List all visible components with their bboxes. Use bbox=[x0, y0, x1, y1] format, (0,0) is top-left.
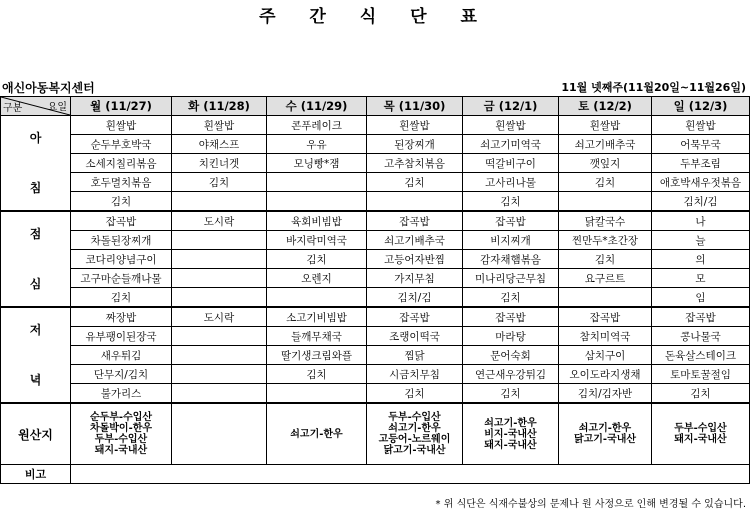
day-header: 일 (12/3) bbox=[652, 97, 750, 116]
menu-item: 깻잎지 bbox=[559, 154, 652, 173]
origin-cell bbox=[172, 403, 267, 465]
menu-item bbox=[172, 346, 267, 365]
menu-item: 가지무침 bbox=[367, 269, 463, 288]
menu-item: 돈육살스테이크 bbox=[652, 346, 750, 365]
menu-item: 잡곡밥 bbox=[367, 307, 463, 327]
menu-item: 두부조림 bbox=[652, 154, 750, 173]
menu-item: 떡갈비구이 bbox=[463, 154, 559, 173]
menu-item: 유부팽이된장국 bbox=[71, 327, 172, 346]
menu-item: 잡곡밥 bbox=[367, 211, 463, 231]
notice-text: * 위 식단은 식재수불상의 문제나 원 사정으로 인해 변경될 수 있습니다. bbox=[435, 499, 746, 510]
origin-line: 돼지-국내산 bbox=[674, 434, 727, 445]
meal-label bbox=[1, 116, 71, 212]
menu-item: 김치 bbox=[71, 288, 172, 308]
day-header: 수 (11/29) bbox=[267, 97, 367, 116]
menu-item: 흰쌀밥 bbox=[463, 116, 559, 135]
origin-line: 비지-국내산 bbox=[484, 428, 537, 440]
menu-item: 고등어자반찜 bbox=[367, 250, 463, 269]
menu-item: 쇠고기미역국 bbox=[463, 135, 559, 154]
page-title: 주 간 식 단 표 bbox=[259, 7, 491, 27]
menu-item: 잡곡밥 bbox=[652, 307, 750, 327]
origin-row bbox=[1, 403, 750, 465]
origin-cell bbox=[652, 403, 750, 465]
menu-item bbox=[172, 384, 267, 404]
menu-item: 늘 bbox=[652, 231, 750, 250]
menu-item: 시금치무침 bbox=[367, 365, 463, 384]
menu-item: 잡곡밥 bbox=[463, 211, 559, 231]
menu-item: 닭칼국수 bbox=[559, 211, 652, 231]
menu-item: 바지락미역국 bbox=[267, 231, 367, 250]
origin-line: 차돌박이-한우 bbox=[89, 423, 153, 434]
meal-row bbox=[1, 116, 750, 135]
origin-line: 닭고기-국내산 bbox=[383, 445, 446, 456]
origin-label: 원산지 bbox=[1, 403, 71, 465]
menu-item: 김치 bbox=[172, 173, 267, 192]
menu-item: 모닝빵*잼 bbox=[267, 154, 367, 173]
menu-item: 불가리스 bbox=[71, 384, 172, 404]
day-header: 목 (11/30) bbox=[367, 97, 463, 116]
menu-item: 콩나물국 bbox=[652, 327, 750, 346]
menu-item: 고추참치볶음 bbox=[367, 154, 463, 173]
menu-item: 흰쌀밥 bbox=[367, 116, 463, 135]
menu-item: 마라탕 bbox=[463, 327, 559, 346]
meal-label bbox=[1, 211, 71, 307]
menu-item: 김치 bbox=[367, 384, 463, 404]
menu-item: 쇠고기배추국 bbox=[559, 135, 652, 154]
meal-label-bottom: 침 bbox=[29, 181, 42, 195]
menu-item: 김치/김 bbox=[367, 288, 463, 308]
menu-item: 치킨너겟 bbox=[172, 154, 267, 173]
meal-row bbox=[1, 327, 750, 346]
origin-cell bbox=[559, 403, 652, 465]
menu-item: 애호박새우젓볶음 bbox=[652, 173, 750, 192]
menu-item bbox=[267, 173, 367, 192]
meal-row bbox=[1, 192, 750, 212]
menu-item bbox=[267, 288, 367, 308]
menu-item: 딸기생크림와플 bbox=[267, 346, 367, 365]
menu-item: 소세지칠리볶음 bbox=[71, 154, 172, 173]
origin-line: 순두부-수입산 bbox=[89, 412, 153, 423]
meal-row bbox=[1, 346, 750, 365]
menu-item: 쇠고기배추국 bbox=[367, 231, 463, 250]
meal-row bbox=[1, 135, 750, 154]
origin-cell bbox=[71, 403, 172, 465]
menu-item: 비지찌개 bbox=[463, 231, 559, 250]
day-header: 토 (12/2) bbox=[559, 97, 652, 116]
menu-item: 김치 bbox=[652, 384, 750, 404]
menu-item: 문어숙회 bbox=[463, 346, 559, 365]
meal-row bbox=[1, 288, 750, 308]
menu-item: 차돌된장찌개 bbox=[71, 231, 172, 250]
menu-item: 의 bbox=[652, 250, 750, 269]
note-cell bbox=[71, 465, 750, 484]
meal-label-top: 점 bbox=[29, 227, 42, 241]
menu-item: 나 bbox=[652, 211, 750, 231]
origin-line: 두부-수입산 bbox=[388, 412, 441, 423]
meal-plan-table bbox=[0, 96, 750, 484]
origin-line: 닭고기-국내산 bbox=[573, 434, 637, 445]
meal-label-top: 저 bbox=[29, 323, 42, 337]
menu-item bbox=[172, 231, 267, 250]
menu-item: 잡곡밥 bbox=[71, 211, 172, 231]
menu-item: 야채스프 bbox=[172, 135, 267, 154]
menu-item bbox=[172, 192, 267, 212]
menu-item: 호두멸치볶음 bbox=[71, 173, 172, 192]
menu-item: 단무지/김치 bbox=[71, 365, 172, 384]
week-range: 11월 넷째주(11월20일~11월26일) bbox=[561, 81, 746, 94]
meal-row bbox=[1, 250, 750, 269]
menu-item: 김치/김자반 bbox=[559, 384, 652, 404]
meal-label-top: 아 bbox=[29, 131, 42, 145]
meal-row bbox=[1, 211, 750, 231]
menu-item: 김치 bbox=[559, 250, 652, 269]
menu-item bbox=[267, 192, 367, 212]
meal-row bbox=[1, 307, 750, 327]
origin-line: 쇠고기-한우 bbox=[388, 423, 441, 434]
menu-item: 김치 bbox=[267, 365, 367, 384]
menu-item: 도시락 bbox=[172, 211, 267, 231]
menu-item: 우유 bbox=[267, 135, 367, 154]
origin-cell bbox=[267, 403, 367, 465]
menu-item: 참치미역국 bbox=[559, 327, 652, 346]
day-header: 금 (12/1) bbox=[463, 97, 559, 116]
origin-line: 쇠고기-한우 bbox=[290, 428, 343, 440]
origin-line: 두부-수입산 bbox=[674, 423, 727, 434]
menu-item bbox=[367, 192, 463, 212]
menu-item bbox=[559, 288, 652, 308]
meal-label bbox=[1, 307, 71, 403]
menu-item: 토마토꿀절임 bbox=[652, 365, 750, 384]
menu-item: 어묵무국 bbox=[652, 135, 750, 154]
menu-item: 김치 bbox=[367, 173, 463, 192]
menu-item: 고구마순들깨나물 bbox=[71, 269, 172, 288]
header-row bbox=[1, 97, 750, 116]
menu-item: 김치 bbox=[559, 173, 652, 192]
menu-item: 육회비빔밥 bbox=[267, 211, 367, 231]
menu-item: 오렌지 bbox=[267, 269, 367, 288]
menu-item: 연근새우강튀김 bbox=[463, 365, 559, 384]
menu-item: 잡곡밥 bbox=[463, 307, 559, 327]
meal-row bbox=[1, 365, 750, 384]
menu-item: 김치 bbox=[463, 384, 559, 404]
corner-left-label: 구분 bbox=[3, 103, 23, 114]
menu-item: 순두부호박국 bbox=[71, 135, 172, 154]
origin-line: 쇠고기-한우 bbox=[484, 417, 537, 429]
origin-line: 두부-수입산 bbox=[94, 434, 148, 445]
meal-row bbox=[1, 173, 750, 192]
origin-line: 고등어-노르웨이 bbox=[378, 434, 451, 445]
menu-item bbox=[172, 288, 267, 308]
menu-item: 김치 bbox=[267, 250, 367, 269]
menu-item: 삼치구이 bbox=[559, 346, 652, 365]
day-header: 월 (11/27) bbox=[71, 97, 172, 116]
corner-cell bbox=[1, 97, 71, 116]
menu-item bbox=[172, 365, 267, 384]
menu-item: 새우튀김 bbox=[71, 346, 172, 365]
menu-item: 흰쌀밥 bbox=[172, 116, 267, 135]
menu-item bbox=[267, 384, 367, 404]
menu-item: 들깨무채국 bbox=[267, 327, 367, 346]
menu-item: 김치/김 bbox=[652, 192, 750, 212]
menu-item: 임 bbox=[652, 288, 750, 308]
menu-item bbox=[559, 192, 652, 212]
menu-item: 오이도라지생채 bbox=[559, 365, 652, 384]
menu-item: 요구르트 bbox=[559, 269, 652, 288]
menu-item: 김치 bbox=[463, 288, 559, 308]
menu-item: 도시락 bbox=[172, 307, 267, 327]
menu-item: 찜닭 bbox=[367, 346, 463, 365]
menu-item: 된장찌개 bbox=[367, 135, 463, 154]
meal-label-bottom: 녁 bbox=[29, 373, 42, 387]
day-header: 화 (11/28) bbox=[172, 97, 267, 116]
menu-item bbox=[172, 269, 267, 288]
menu-item: 고사리나물 bbox=[463, 173, 559, 192]
origin-line: 쇠고기-한우 bbox=[578, 423, 632, 434]
note-row bbox=[1, 465, 750, 484]
meal-row bbox=[1, 384, 750, 404]
menu-item: 잡곡밥 bbox=[559, 307, 652, 327]
menu-item: 조랭이떡국 bbox=[367, 327, 463, 346]
menu-item: 미나리당근무침 bbox=[463, 269, 559, 288]
menu-item: 짜장밥 bbox=[71, 307, 172, 327]
menu-item: 콘푸레이크 bbox=[267, 116, 367, 135]
menu-item: 흰쌀밥 bbox=[71, 116, 172, 135]
menu-item: 소고기비빔밥 bbox=[267, 307, 367, 327]
menu-item bbox=[172, 250, 267, 269]
org-name: 애신아동복지센터 bbox=[2, 81, 95, 95]
origin-line: 돼지-국내산 bbox=[94, 445, 148, 456]
menu-item bbox=[172, 327, 267, 346]
origin-cell bbox=[463, 403, 559, 465]
meal-label-bottom: 심 bbox=[29, 277, 42, 291]
origin-line: 돼지-국내산 bbox=[484, 439, 537, 451]
corner-right-label: 요일 bbox=[47, 102, 67, 113]
note-label: 비고 bbox=[1, 465, 71, 484]
meal-row bbox=[1, 154, 750, 173]
menu-item: 김치 bbox=[71, 192, 172, 212]
menu-item: 흰쌀밥 bbox=[559, 116, 652, 135]
menu-item: 김치 bbox=[463, 192, 559, 212]
meal-row bbox=[1, 231, 750, 250]
menu-item: 감자채햄볶음 bbox=[463, 250, 559, 269]
origin-cell bbox=[367, 403, 463, 465]
meal-body bbox=[1, 116, 750, 404]
menu-item: 모 bbox=[652, 269, 750, 288]
menu-item: 코다리양념구이 bbox=[71, 250, 172, 269]
menu-item: 흰쌀밥 bbox=[652, 116, 750, 135]
menu-item: 찐만두*초간장 bbox=[559, 231, 652, 250]
meal-row bbox=[1, 269, 750, 288]
